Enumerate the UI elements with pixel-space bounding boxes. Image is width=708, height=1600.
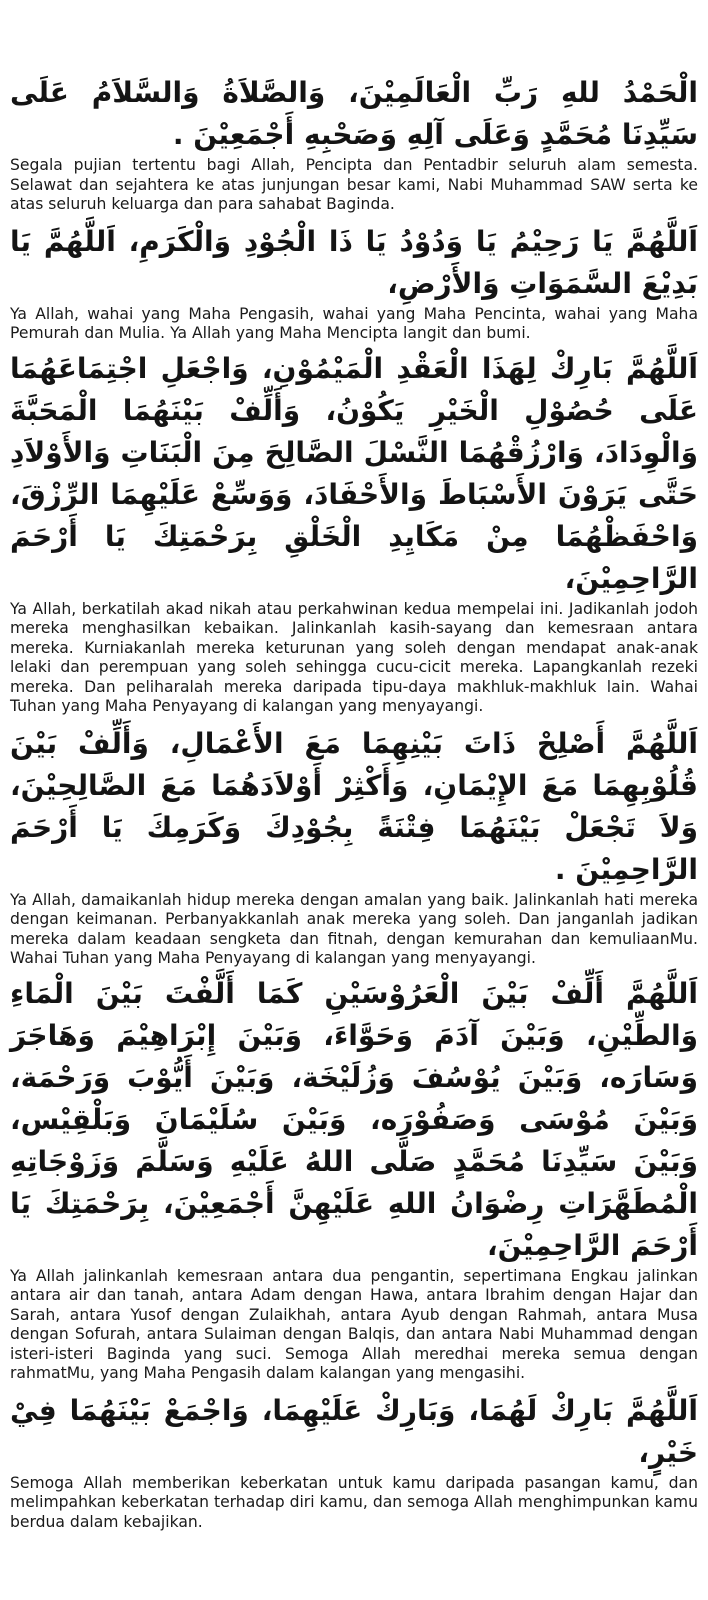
translation-unite-couples: Ya Allah jalinkanlah kemesraan antara dua pengantin, sepertimana Engkau jalinkan antara air dan tanah, antara Adam dengan Hawa, antara Ibrahim dengan Hajar dan Sarah, antara Yusof dengan Zulaikhah, antara Ayub dengan Rahmah, antara Musa dengan Sofurah, antara Sulaiman dengan Balqis, dan antara Nabi Muhammad dengan isteri-isteri Baginda yang suci. Semoga Allah meredhai mereka semua dengan rahmatMu, yang Maha Pengasih dalam kalangan yang mengasihi. <box>10 1266 698 1382</box>
arabic-praise: الْحَمْدُ للهِ رَبِّ الْعَالَمِيْنَ، وَالصَّلاَةُ وَالسَّلاَمُ عَلَى سَيِّدِنَا مُحَمَّدٍ وَعَلَى آلِهِ وَصَحْبِهِ أَجْمَعِيْنَ . <box>10 76 698 151</box>
translation-reconcile: Ya Allah, damaikanlah hidup mereka dengan amalan yang baik. Jalinkanlah hati mereka dengan keimanan. Perbanyakkanlah anak mereka yang soleh. Dan janganlah jadikan mereka dalam keadaan sengketa dan fitnah, dengan kemurahan dan kemuliaanMu. Wahai Tuhan yang Maha Penyayang di kalangan yang menyayangi. <box>10 890 698 967</box>
translation-praise: Segala pujian tertentu bagi Allah, Pencipta dan Pentadbir seluruh alam semesta. Selawat dan sejahtera ke atas junjungan besar kami, Nabi Muhammad SAW serta ke atas seluruh keluarga dan para sahabat Baginda. <box>10 156 698 213</box>
arabic-unite-couples: اَللَّهُمَّ أَلِّفْ بَيْنَ الْعَرُوْسَيْنِ كَمَا أَلَّفْتَ بَيْنَ الْمَاءِ وَالطِّيْنِ، وَبَيْنَ آدَمَ وَحَوَّاءَ، وَبَيْنَ إِبْرَاهِيْمَ وَهَاجَرَ وَسَارَه، وَبَيْنَ يُوْسُفَ وَزُلَيْخَة، وَبَيْنَ أَيُّوْبَ وَرَحْمَة، وَبَيْنَ مُوْسَى وَصَفُوْرَه، وَبَيْنَ سُلَيْمَانَ وَبَلْقِيْس، وَبَيْنَ سَيِّدِنَا مُحَمَّدٍ صَلَّى اللهُ عَلَيْهِ وَسَلَّمَ وَزَوْجَاتِهِ الْمُطَهَّرَاتِ رِضْوَانُ اللهِ عَلَيْهِنَّ أَجْمَعِيْنَ، بِرَحْمَتِكَ يَا أَرْحَمَ الرَّاحِمِيْنَ، <box>10 976 698 1262</box>
translation-invocation-names: Ya Allah, wahai yang Maha Pengasih, wahai yang Maha Pencinta, wahai yang Maha Pemurah dan Mulia. Ya Allah yang Maha Mencipta langit dan bumi. <box>10 304 698 342</box>
arabic-reconcile: اَللَّهُمَّ أَصْلِحْ ذَاتَ بَيْنِهِمَا مَعَ الأَعْمَالِ، وَأَلِّفْ بَيْنَ قُلُوْبِهِمَا مَعَ الإِيْمَانِ، وَأَكْثِرْ أَوْلاَدَهُمَا مَعَ الصَّالِحِيْنَ، وَلاَ تَجْعَلْ بَيْنَهُمَا فِتْنَةً بِجُوْدِكَ وَكَرَمِكَ يَا أَرْحَمَ الرَّاحِمِيْنَ . <box>10 726 698 886</box>
translation-barakallah: Semoga Allah memberikan keberkatan untuk kamu daripada pasangan kamu, dan melimpahkan keberkatan terhadap diri kamu, dan semoga Allah menghimpunkan kamu berdua dalam kebajikan. <box>10 1473 698 1531</box>
translation-blessing-marriage: Ya Allah, berkatilah akad nikah atau perkahwinan kedua mempelai ini. Jadikanlah jodoh mereka menghasilkan kebaikan. Jalinkanlah kasih-sayang dan kemesraan antara mereka. Kurniakanlah mereka keturunan yang soleh dengan mendapat anak-anak lelaki dan perempuan yang soleh sehingga cucu-cicit mereka. Lapangkanlah rezeki mereka. Dan peliharalah mereka daripada tipu-daya makhluk-makhluk lain. Wahai Tuhan yang Maha Penyayang di kalangan yang menyayangi. <box>10 599 698 715</box>
arabic-invocation-names: اَللَّهُمَّ يَا رَحِيْمُ يَا وَدُوْدُ يَا ذَا الْجُوْدِ وَالْكَرَمِ، اَللَّهُمَّ يَا بَدِيْعَ السَّمَوَاتِ وَالأَرْضِ، <box>10 224 698 300</box>
arabic-blessing-marriage: اَللَّهُمَّ بَارِكْ لِهَذَا الْعَقْدِ الْمَيْمُوْنِ، وَاجْعَلِ اجْتِمَاعَهُمَا عَلَى حُصُوْلِ الْخَيْرِ يَكُوْنُ، وَأَلِّفْ بَيْنَهُمَا الْمَحَبَّةَ وَالْوِدَادَ، وَارْزُقْهُمَا النَّسْلَ الصَّالِحَ مِنَ الْبَنَاتِ وَالأَوْلاَدِ حَتَّى يَرَوْنَ الأَسْبَاطَ وَالأَحْفَادَ، وَوَسِّعْ عَلَيْهِمَا الرِّزْقَ، وَاحْفَظْهُمَا مِنْ مَكَايِدِ الْخَلْقِ بِرَحْمَتِكَ يَا أَرْحَمَ الرَّاحِمِيْنَ، <box>10 351 698 595</box>
arabic-barakallah: اَللَّهُمَّ بَارِكْ لَهُمَا، وَبَارِكْ عَلَيْهِمَا، وَاجْمَعْ بَيْنَهُمَا فِيْ خَيْرٍ، <box>10 1393 698 1469</box>
